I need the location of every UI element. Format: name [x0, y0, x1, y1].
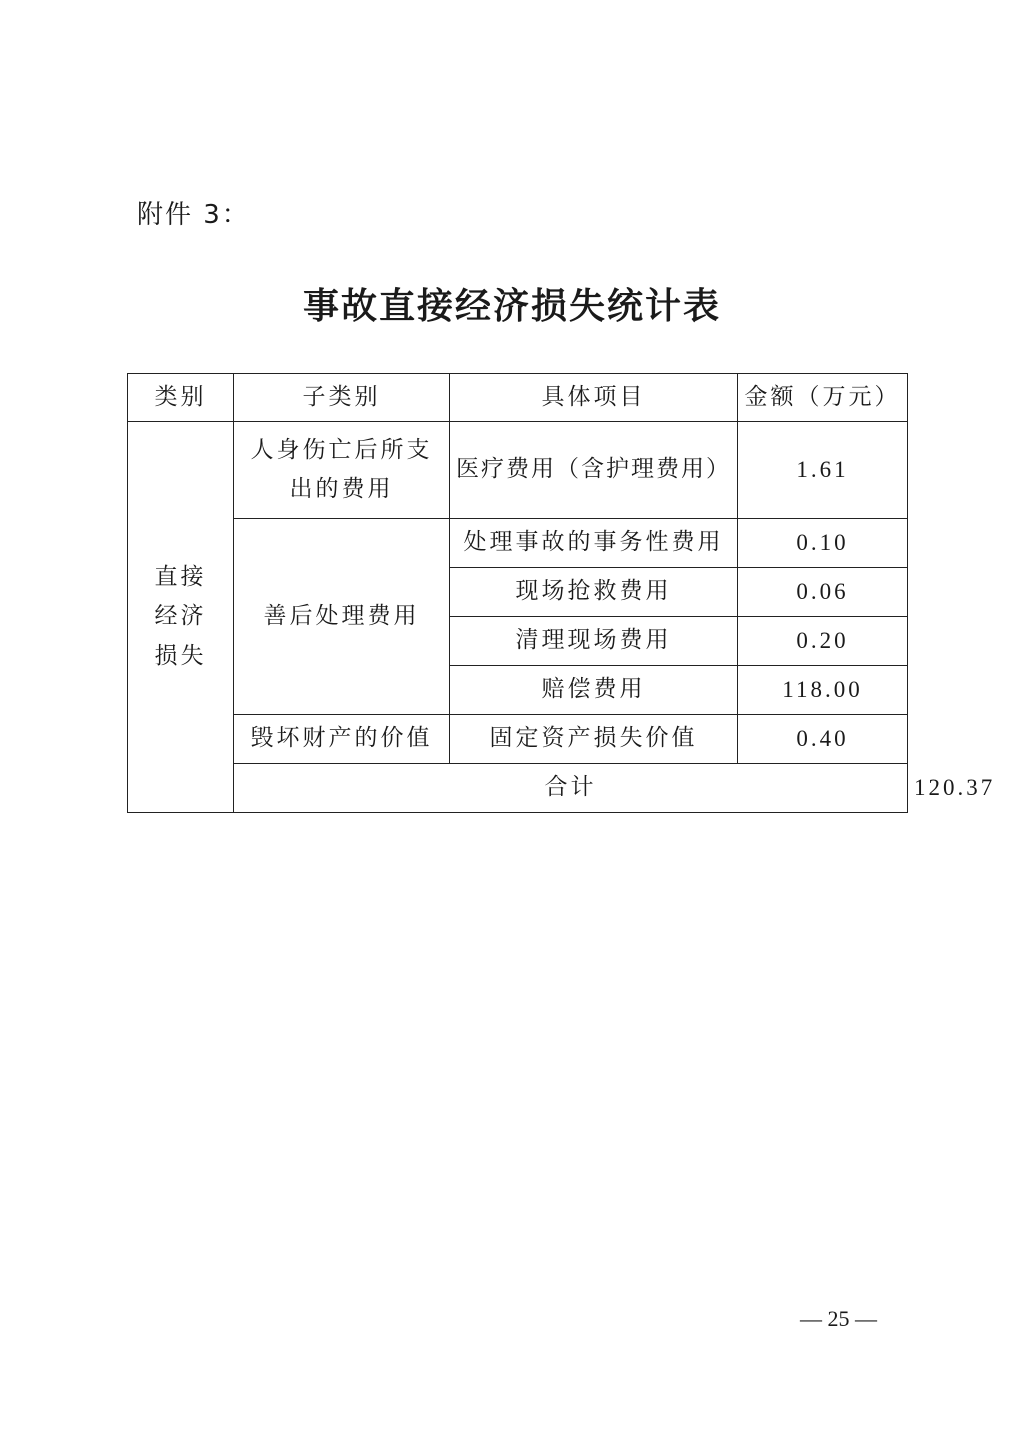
amount-cell: 1.61: [738, 422, 908, 519]
table-total-row: 合计 120.37: [128, 764, 908, 813]
subcategory-cell: 人身伤亡后所支出的费用: [234, 422, 450, 519]
amount-cell: 0.20: [738, 617, 908, 666]
header-item: 具体项目: [450, 374, 738, 422]
item-cell: 医疗费用（含护理费用）: [450, 422, 738, 519]
subcategory-cell: 善后处理费用: [234, 519, 450, 715]
item-cell: 清理现场费用: [450, 617, 738, 666]
item-cell: 现场抢救费用: [450, 568, 738, 617]
amount-cell: 118.00: [738, 666, 908, 715]
table-row: [128, 422, 908, 519]
table-header-row: [128, 374, 908, 422]
page-number: — 25 —: [800, 1306, 877, 1331]
attachment-label: 附件 3：: [137, 200, 250, 230]
table-row: [128, 519, 908, 568]
header-category: 类别: [128, 374, 234, 422]
category-cell: 直接经济损失: [128, 422, 234, 813]
document-title: 事故直接经济损失统计表: [302, 286, 721, 327]
header-amount: 金额（万元）: [738, 374, 908, 422]
amount-cell: 0.06: [738, 568, 908, 617]
item-cell: 赔偿费用: [450, 666, 738, 715]
amount-cell: 0.40: [738, 715, 908, 764]
item-cell: 固定资产损失价值: [450, 715, 738, 764]
item-cell: 处理事故的事务性费用: [450, 519, 738, 568]
amount-cell: 0.10: [738, 519, 908, 568]
economic-loss-table: [127, 373, 996, 813]
table-row: [128, 715, 908, 764]
total-label: 合计: [234, 764, 908, 813]
subcategory-cell: 毁坏财产的价值: [234, 715, 450, 764]
header-subcategory: 子类别: [234, 374, 450, 422]
